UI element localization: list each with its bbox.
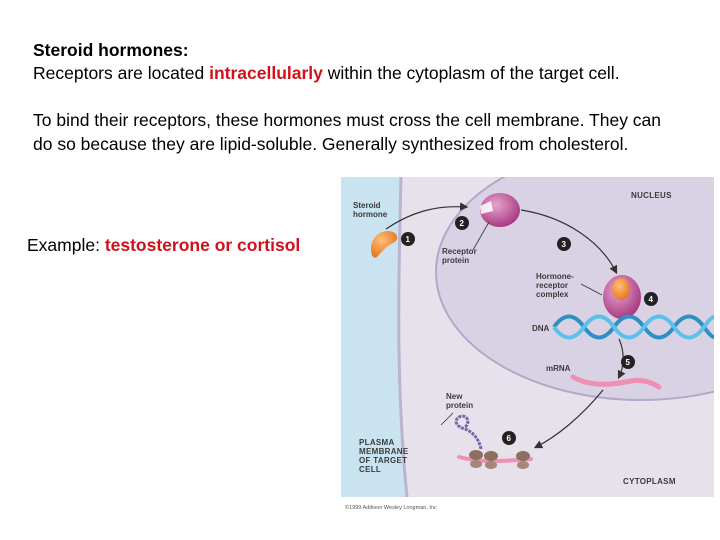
ribosome-2-small xyxy=(485,461,497,469)
new-protein-label-2: protein xyxy=(446,401,474,410)
example-highlight: testosterone or cortisol xyxy=(104,235,301,255)
ribosome-1 xyxy=(469,450,483,460)
plasma-membrane-label-3: OF TARGET xyxy=(359,456,408,465)
membrane-paragraph: To bind their receptors, these hormones must cross the cell membrane. They can do so because they are lipid-soluble. Generally synthesized from cholesterol. xyxy=(33,110,662,154)
plasma-membrane-label-4: CELL xyxy=(359,465,382,474)
step-3-number: 3 xyxy=(561,240,566,249)
receptor-location-sentence xyxy=(33,61,620,85)
steroid-hormone-diagram xyxy=(341,177,714,497)
plasma-membrane-label-1: PLASMA xyxy=(359,438,395,447)
plasma-membrane-label-2: MEMBRANE xyxy=(359,447,409,456)
step-4-number: 4 xyxy=(648,295,653,304)
mrna-label: mRNA xyxy=(546,364,571,373)
copyright-notice: ©1999 Addison Wesley Longman, Inc xyxy=(345,505,437,511)
line1-suffix: within the cytoplasm of the target cell. xyxy=(322,63,620,83)
receptor-protein-label-1: Receptor xyxy=(442,247,477,256)
bound-hormone xyxy=(612,278,630,300)
complex-label-1: Hormone- xyxy=(536,272,574,281)
heading-text: Steroid hormones: xyxy=(33,40,189,60)
complex-label-2: receptor xyxy=(536,281,569,290)
step-6-number: 6 xyxy=(506,434,511,443)
ribosome-1-small xyxy=(470,460,482,468)
heading xyxy=(33,38,189,62)
step-2-number: 2 xyxy=(459,219,464,228)
example-line xyxy=(27,233,300,257)
dna-label: DNA xyxy=(532,324,550,333)
ribosome-3 xyxy=(516,451,530,461)
new-protein-label-1: New xyxy=(446,392,463,401)
intracellularly-highlight: intracellularly xyxy=(209,63,323,83)
ribosome-2 xyxy=(484,451,498,461)
example-prefix: Example: xyxy=(27,235,105,255)
complex-label-3: complex xyxy=(536,290,569,299)
nucleus-label: NUCLEUS xyxy=(631,191,672,200)
steroid-hormone-label-1: Steroid xyxy=(353,201,381,210)
step-5-number: 5 xyxy=(625,358,630,367)
receptor-protein-label-2: protein xyxy=(442,256,470,265)
steroid-hormone-label-2: hormone xyxy=(353,210,388,219)
cytoplasm-label: CYTOPLASM xyxy=(623,477,676,486)
ribosome-3-small xyxy=(517,461,529,469)
step-1-number: 1 xyxy=(405,235,410,244)
line1-prefix: Receptors are located xyxy=(33,63,210,83)
